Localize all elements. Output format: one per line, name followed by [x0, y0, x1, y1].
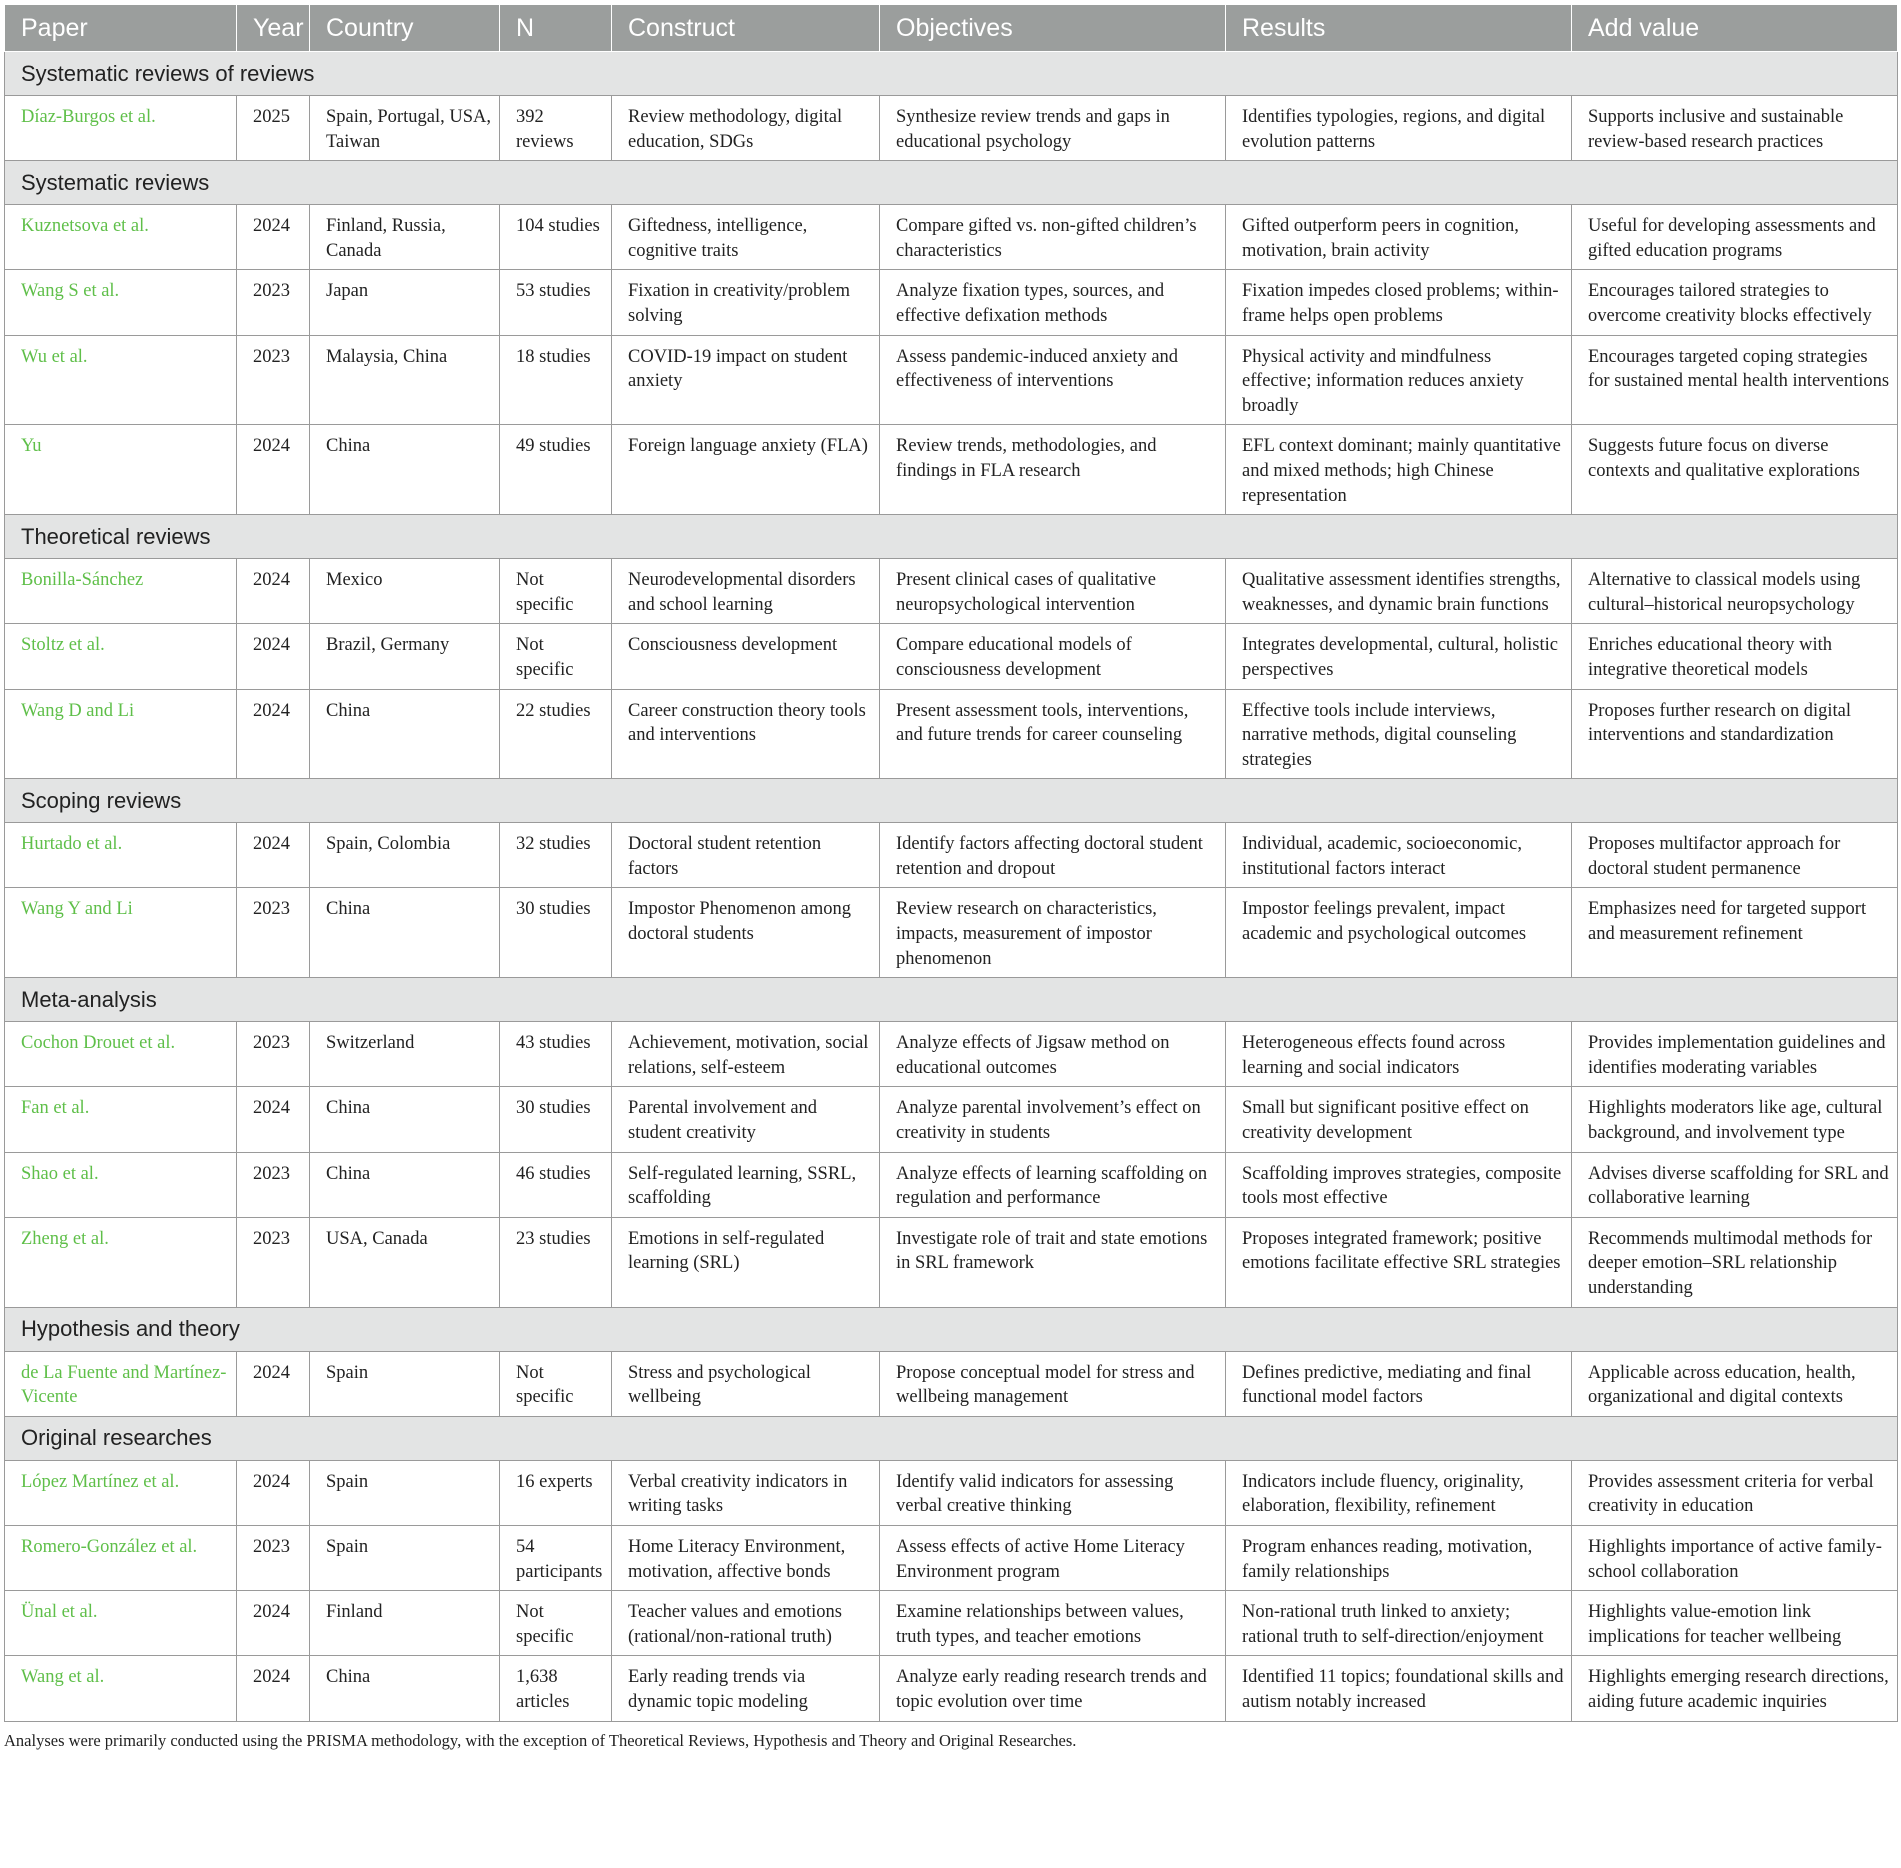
- cell-country: Spain: [310, 1351, 500, 1416]
- cell-year: 2023: [237, 270, 310, 335]
- cell-paper[interactable]: Kuznetsova et al.: [5, 205, 237, 270]
- cell-country: Mexico: [310, 559, 500, 624]
- table-row: [5, 1087, 1898, 1152]
- section-title: Theoretical reviews: [5, 515, 1898, 559]
- cell-construct: Stress and psychological wellbeing: [612, 1351, 880, 1416]
- table-row: [5, 823, 1898, 888]
- cell-construct: Verbal creativity indicators in writing tasks: [612, 1460, 880, 1525]
- cell-results: Qualitative assessment identifies strengths, weaknesses, and dynamic brain functions: [1226, 559, 1572, 624]
- section-row: [5, 52, 1898, 96]
- cell-add-value: Supports inclusive and sustainable review-based research practices: [1572, 96, 1898, 161]
- cell-n: Not specific: [500, 624, 612, 689]
- cell-country: USA, Canada: [310, 1217, 500, 1307]
- cell-objectives: Identify valid indicators for assessing verbal creative thinking: [880, 1460, 1226, 1525]
- section-row: [5, 978, 1898, 1022]
- cell-results: Identifies typologies, regions, and digital evolution patterns: [1226, 96, 1572, 161]
- cell-add-value: Highlights emerging research directions, aiding future academic inquiries: [1572, 1656, 1898, 1721]
- cell-paper[interactable]: Fan et al.: [5, 1087, 237, 1152]
- section-row: [5, 515, 1898, 559]
- cell-objectives: Present assessment tools, interventions, and future trends for career counseling: [880, 689, 1226, 779]
- cell-year: 2023: [237, 335, 310, 425]
- cell-paper[interactable]: de La Fuente and Martínez-Vicente: [5, 1351, 237, 1416]
- cell-country: Spain, Portugal, USA, Taiwan: [310, 96, 500, 161]
- section-title: Scoping reviews: [5, 779, 1898, 823]
- table-row: [5, 689, 1898, 779]
- cell-paper[interactable]: Shao et al.: [5, 1152, 237, 1217]
- cell-paper[interactable]: Wang Y and Li: [5, 888, 237, 978]
- section-title: Hypothesis and theory: [5, 1307, 1898, 1351]
- cell-paper[interactable]: Bonilla-Sánchez: [5, 559, 237, 624]
- cell-construct: Home Literacy Environment, motivation, affective bonds: [612, 1525, 880, 1590]
- cell-results: Scaffolding improves strategies, composite tools most effective: [1226, 1152, 1572, 1217]
- cell-n: 23 studies: [500, 1217, 612, 1307]
- cell-add-value: Applicable across education, health, organizational and digital contexts: [1572, 1351, 1898, 1416]
- cell-year: 2024: [237, 1591, 310, 1656]
- cell-n: 53 studies: [500, 270, 612, 335]
- table-row: [5, 1152, 1898, 1217]
- header-row: [5, 5, 1898, 52]
- cell-paper[interactable]: Hurtado et al.: [5, 823, 237, 888]
- cell-add-value: Advises diverse scaffolding for SRL and collaborative learning: [1572, 1152, 1898, 1217]
- cell-n: Not specific: [500, 1351, 612, 1416]
- header-objectives: Objectives: [880, 5, 1226, 52]
- table-footnote: Analyses were primarily conducted using the PRISMA methodology, with the exception of Theoretical Reviews, Hypothesis and Theory and Original Researches.: [4, 1730, 1077, 1750]
- cell-country: China: [310, 689, 500, 779]
- header-year: Year: [237, 5, 310, 52]
- cell-add-value: Encourages targeted coping strategies for sustained mental health interventions: [1572, 335, 1898, 425]
- table-row: [5, 1217, 1898, 1307]
- cell-construct: Giftedness, intelligence, cognitive traits: [612, 205, 880, 270]
- cell-year: 2024: [237, 559, 310, 624]
- cell-objectives: Assess pandemic-induced anxiety and effectiveness of interventions: [880, 335, 1226, 425]
- section-row: [5, 779, 1898, 823]
- cell-n: 46 studies: [500, 1152, 612, 1217]
- cell-objectives: Analyze fixation types, sources, and effective defixation methods: [880, 270, 1226, 335]
- cell-results: Fixation impedes closed problems; within-frame helps open problems: [1226, 270, 1572, 335]
- cell-objectives: Analyze effects of learning scaffolding on regulation and performance: [880, 1152, 1226, 1217]
- cell-construct: Early reading trends via dynamic topic modeling: [612, 1656, 880, 1721]
- cell-objectives: Review research on characteristics, impacts, measurement of impostor phenomenon: [880, 888, 1226, 978]
- cell-results: Effective tools include interviews, narrative methods, digital counseling strategies: [1226, 689, 1572, 779]
- cell-results: Physical activity and mindfulness effective; information reduces anxiety broadly: [1226, 335, 1572, 425]
- cell-year: 2024: [237, 205, 310, 270]
- cell-country: China: [310, 1656, 500, 1721]
- cell-country: Finland, Russia, Canada: [310, 205, 500, 270]
- cell-n: 1,638 articles: [500, 1656, 612, 1721]
- cell-year: 2024: [237, 1087, 310, 1152]
- table-row: [5, 888, 1898, 978]
- cell-add-value: Useful for developing assessments and gifted education programs: [1572, 205, 1898, 270]
- cell-country: Malaysia, China: [310, 335, 500, 425]
- cell-construct: Review methodology, digital education, SDGs: [612, 96, 880, 161]
- cell-year: 2024: [237, 823, 310, 888]
- cell-n: Not specific: [500, 1591, 612, 1656]
- section-row: [5, 1416, 1898, 1460]
- cell-country: Japan: [310, 270, 500, 335]
- table-row: [5, 624, 1898, 689]
- cell-year: 2024: [237, 1351, 310, 1416]
- cell-add-value: Proposes further research on digital interventions and standardization: [1572, 689, 1898, 779]
- cell-construct: Consciousness development: [612, 624, 880, 689]
- cell-results: Integrates developmental, cultural, holistic perspectives: [1226, 624, 1572, 689]
- cell-objectives: Present clinical cases of qualitative neuropsychological intervention: [880, 559, 1226, 624]
- cell-paper[interactable]: Wang et al.: [5, 1656, 237, 1721]
- cell-year: 2023: [237, 1022, 310, 1087]
- cell-objectives: Compare gifted vs. non-gifted children’s characteristics: [880, 205, 1226, 270]
- header-paper: Paper: [5, 5, 237, 52]
- cell-construct: Achievement, motivation, social relations, self-esteem: [612, 1022, 880, 1087]
- table-row: [5, 96, 1898, 161]
- cell-objectives: Examine relationships between values, truth types, and teacher emotions: [880, 1591, 1226, 1656]
- cell-construct: Foreign language anxiety (FLA): [612, 425, 880, 515]
- cell-n: 16 experts: [500, 1460, 612, 1525]
- cell-objectives: Synthesize review trends and gaps in educational psychology: [880, 96, 1226, 161]
- cell-n: 30 studies: [500, 1087, 612, 1152]
- cell-paper[interactable]: Romero-González et al.: [5, 1525, 237, 1590]
- cell-year: 2025: [237, 96, 310, 161]
- cell-country: China: [310, 1087, 500, 1152]
- section-title: Meta-analysis: [5, 978, 1898, 1022]
- cell-year: 2023: [237, 1525, 310, 1590]
- table-body: [5, 52, 1898, 1722]
- cell-results: Defines predictive, mediating and final functional model factors: [1226, 1351, 1572, 1416]
- cell-construct: Doctoral student retention factors: [612, 823, 880, 888]
- table-row: [5, 1525, 1898, 1590]
- cell-results: Impostor feelings prevalent, impact academic and psychological outcomes: [1226, 888, 1572, 978]
- header-construct: Construct: [612, 5, 880, 52]
- table-row: [5, 1460, 1898, 1525]
- table-row: [5, 1022, 1898, 1087]
- cell-construct: Impostor Phenomenon among doctoral students: [612, 888, 880, 978]
- cell-results: EFL context dominant; mainly quantitative and mixed methods; high Chinese representation: [1226, 425, 1572, 515]
- review-summary-table: [4, 4, 1898, 1722]
- table-row: [5, 1656, 1898, 1721]
- cell-construct: Neurodevelopmental disorders and school learning: [612, 559, 880, 624]
- cell-add-value: Recommends multimodal methods for deeper emotion–SRL relationship understanding: [1572, 1217, 1898, 1307]
- section-row: [5, 1307, 1898, 1351]
- cell-n: 49 studies: [500, 425, 612, 515]
- section-title: Systematic reviews of reviews: [5, 52, 1898, 96]
- table-row: [5, 335, 1898, 425]
- cell-year: 2024: [237, 1656, 310, 1721]
- cell-results: Indicators include fluency, originality, elaboration, flexibility, refinement: [1226, 1460, 1572, 1525]
- cell-objectives: Compare educational models of consciousness development: [880, 624, 1226, 689]
- cell-country: China: [310, 1152, 500, 1217]
- table-row: [5, 1351, 1898, 1416]
- cell-paper[interactable]: Yu: [5, 425, 237, 515]
- header-add-value: Add value: [1572, 5, 1898, 52]
- cell-n: 392 reviews: [500, 96, 612, 161]
- table-row: [5, 559, 1898, 624]
- cell-objectives: Assess effects of active Home Literacy Environment program: [880, 1525, 1226, 1590]
- cell-n: 54 participants: [500, 1525, 612, 1590]
- cell-add-value: Suggests future focus on diverse contexts and qualitative explorations: [1572, 425, 1898, 515]
- cell-add-value: Encourages tailored strategies to overcome creativity blocks effectively: [1572, 270, 1898, 335]
- cell-paper[interactable]: Ünal et al.: [5, 1591, 237, 1656]
- cell-results: Heterogeneous effects found across learning and social indicators: [1226, 1022, 1572, 1087]
- cell-add-value: Alternative to classical models using cultural–historical neuropsychology: [1572, 559, 1898, 624]
- cell-construct: Teacher values and emotions (rational/non-rational truth): [612, 1591, 880, 1656]
- cell-construct: Emotions in self-regulated learning (SRL): [612, 1217, 880, 1307]
- cell-country: China: [310, 888, 500, 978]
- table-row: [5, 205, 1898, 270]
- cell-n: 32 studies: [500, 823, 612, 888]
- cell-country: Spain, Colombia: [310, 823, 500, 888]
- header-country: Country: [310, 5, 500, 52]
- table-row: [5, 425, 1898, 515]
- cell-results: Program enhances reading, motivation, family relationships: [1226, 1525, 1572, 1590]
- cell-objectives: Analyze early reading research trends and topic evolution over time: [880, 1656, 1226, 1721]
- cell-country: Brazil, Germany: [310, 624, 500, 689]
- cell-paper[interactable]: López Martínez et al.: [5, 1460, 237, 1525]
- cell-paper[interactable]: Wang D and Li: [5, 689, 237, 779]
- table-row: [5, 1591, 1898, 1656]
- cell-add-value: Highlights moderators like age, cultural background, and involvement type: [1572, 1087, 1898, 1152]
- cell-country: Spain: [310, 1460, 500, 1525]
- cell-add-value: Provides assessment criteria for verbal creativity in education: [1572, 1460, 1898, 1525]
- cell-country: Spain: [310, 1525, 500, 1590]
- cell-construct: Fixation in creativity/problem solving: [612, 270, 880, 335]
- cell-country: China: [310, 425, 500, 515]
- cell-objectives: Analyze effects of Jigsaw method on educational outcomes: [880, 1022, 1226, 1087]
- cell-n: 104 studies: [500, 205, 612, 270]
- header-n: N: [500, 5, 612, 52]
- cell-paper[interactable]: Zheng et al.: [5, 1217, 237, 1307]
- cell-paper[interactable]: Stoltz et al.: [5, 624, 237, 689]
- cell-year: 2023: [237, 1217, 310, 1307]
- cell-add-value: Enriches educational theory with integrative theoretical models: [1572, 624, 1898, 689]
- cell-year: 2024: [237, 624, 310, 689]
- cell-paper[interactable]: Wu et al.: [5, 335, 237, 425]
- cell-year: 2024: [237, 1460, 310, 1525]
- header-results: Results: [1226, 5, 1572, 52]
- cell-add-value: Highlights value-emotion link implications for teacher wellbeing: [1572, 1591, 1898, 1656]
- cell-objectives: Analyze parental involvement’s effect on creativity in students: [880, 1087, 1226, 1152]
- cell-add-value: Emphasizes need for targeted support and measurement refinement: [1572, 888, 1898, 978]
- cell-results: Proposes integrated framework; positive emotions facilitate effective SRL strategies: [1226, 1217, 1572, 1307]
- cell-construct: Self-regulated learning, SSRL, scaffolding: [612, 1152, 880, 1217]
- cell-construct: COVID-19 impact on student anxiety: [612, 335, 880, 425]
- cell-year: 2023: [237, 888, 310, 978]
- cell-add-value: Proposes multifactor approach for doctoral student permanence: [1572, 823, 1898, 888]
- cell-paper[interactable]: Díaz-Burgos et al.: [5, 96, 237, 161]
- cell-add-value: Provides implementation guidelines and identifies moderating variables: [1572, 1022, 1898, 1087]
- cell-results: Non-rational truth linked to anxiety; rational truth to self-direction/enjoyment: [1226, 1591, 1572, 1656]
- cell-results: Identified 11 topics; foundational skills and autism notably increased: [1226, 1656, 1572, 1721]
- cell-year: 2024: [237, 425, 310, 515]
- review-table-container: [4, 4, 1897, 1751]
- cell-add-value: Highlights importance of active family-school collaboration: [1572, 1525, 1898, 1590]
- cell-construct: Career construction theory tools and interventions: [612, 689, 880, 779]
- cell-construct: Parental involvement and student creativity: [612, 1087, 880, 1152]
- section-title: Original researches: [5, 1416, 1898, 1460]
- cell-year: 2023: [237, 1152, 310, 1217]
- cell-objectives: Propose conceptual model for stress and wellbeing management: [880, 1351, 1226, 1416]
- cell-country: Switzerland: [310, 1022, 500, 1087]
- cell-objectives: Identify factors affecting doctoral student retention and dropout: [880, 823, 1226, 888]
- cell-paper[interactable]: Cochon Drouet et al.: [5, 1022, 237, 1087]
- cell-country: Finland: [310, 1591, 500, 1656]
- cell-objectives: Investigate role of trait and state emotions in SRL framework: [880, 1217, 1226, 1307]
- cell-results: Gifted outperform peers in cognition, motivation, brain activity: [1226, 205, 1572, 270]
- cell-n: 43 studies: [500, 1022, 612, 1087]
- cell-results: Small but significant positive effect on creativity development: [1226, 1087, 1572, 1152]
- cell-year: 2024: [237, 689, 310, 779]
- cell-results: Individual, academic, socioeconomic, institutional factors interact: [1226, 823, 1572, 888]
- section-row: [5, 161, 1898, 205]
- table-row: [5, 270, 1898, 335]
- cell-n: 30 studies: [500, 888, 612, 978]
- cell-n: 18 studies: [500, 335, 612, 425]
- section-title: Systematic reviews: [5, 161, 1898, 205]
- cell-n: Not specific: [500, 559, 612, 624]
- cell-objectives: Review trends, methodologies, and findings in FLA research: [880, 425, 1226, 515]
- cell-paper[interactable]: Wang S et al.: [5, 270, 237, 335]
- cell-n: 22 studies: [500, 689, 612, 779]
